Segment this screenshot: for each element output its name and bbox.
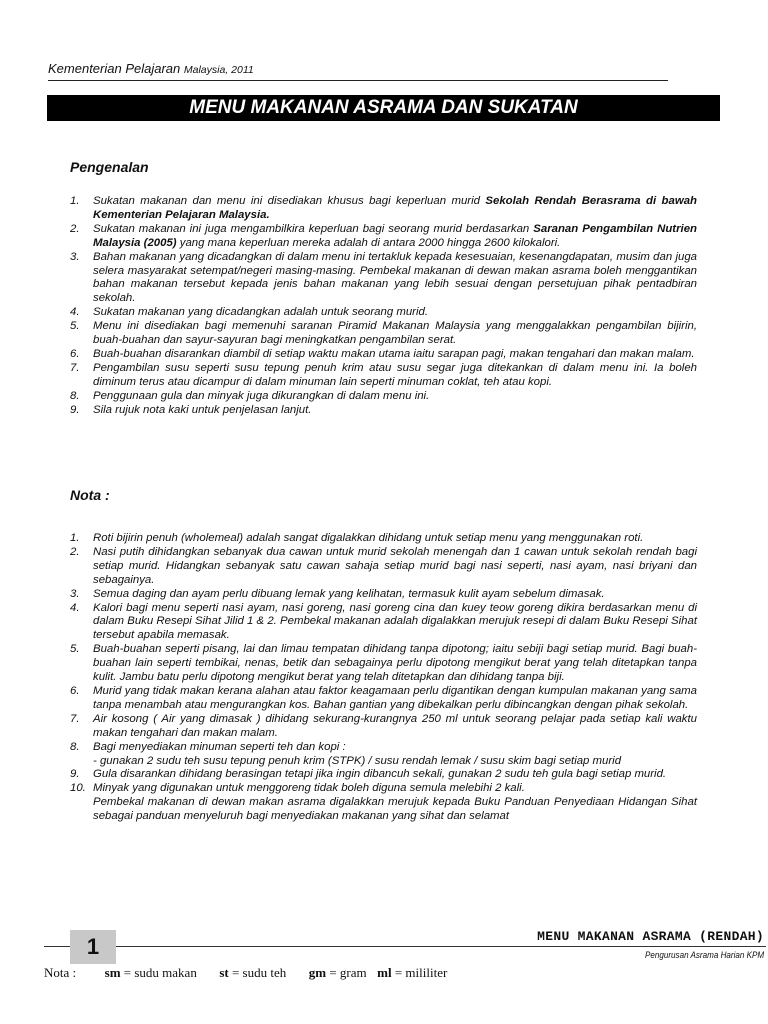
item-number: 8. — [70, 389, 80, 402]
item-number: 2. — [70, 222, 80, 235]
document-header — [48, 61, 254, 76]
item-text: Murid yang tidak makan kerana alahan atau faktor keagamaan perlu digantikan dengan kumpulan makanan yang sama tanpa menambah atau mengurangkan kos. Bahan gantian yang dibekalkan perlu dibincangkan dengan pihak sekolah. — [93, 684, 697, 711]
item-number: 9. — [70, 768, 80, 781]
intro-item — [70, 362, 697, 390]
item-number: 1. — [70, 195, 80, 207]
nota-item — [70, 713, 697, 741]
abbr-key: ml — [377, 965, 392, 980]
ministry-year: Malaysia, 2011 — [183, 64, 254, 76]
nota-item — [70, 782, 697, 796]
item-text: Menu ini disediakan bagi memenuhi saranan Piramid Makanan Malaysia yang menggalakkan pengambilan bijirin, buah-buahan dan sayur-sayuran bagi meningkatkan pengambilan serat. — [93, 320, 697, 347]
ministry-name: Kementerian Pelajaran — [48, 61, 181, 76]
item-number: 5. — [70, 320, 80, 333]
footer-divider — [44, 946, 766, 947]
page-number: 1 — [70, 930, 116, 964]
item-text: Pengambilan susu seperti susu tepung penuh krim atau susu segar juga ditekankan di dalam menu ini. Ia boleh diminum terus atau dicampur di dalam minuman lain seperti minuman coklat, teh atau kopi. — [93, 361, 697, 388]
item-number: 7. — [70, 361, 80, 374]
item-text: Air kosong ( Air yang dimasak ) dihidang sekurang-kurangnya 250 ml untuk seorang pelajar pada setiap kali waktu makan tengahari dan makan malam. — [93, 712, 697, 739]
item-number: 4. — [70, 601, 80, 614]
item-number: 4. — [70, 306, 80, 319]
item-number: 5. — [70, 643, 80, 656]
intro-item — [70, 390, 697, 404]
nota-item — [70, 796, 697, 824]
intro-item — [70, 306, 697, 320]
nota-item — [70, 532, 697, 546]
item-text: Pembekal makanan di dewan makan asrama digalakkan merujuk kepada Buku Panduan Penyediaan Hidangan Sihat sebagai panduan menyeluruh bagi menyediakan makanan yang sihat dan selamat — [93, 796, 697, 823]
item-emphasis: Saranan Pengambilan Nutrien Malaysia (2005) — [93, 222, 697, 249]
item-text: Roti bijirin penuh (wholemeal) adalah sangat digalakkan dihidang untuk setiap menu yang menggunakan roti. — [93, 532, 644, 544]
item-text: - gunakan 2 sudu teh susu tepung penuh krim (STPK) / susu rendah lemak / susu skim bagi setiap murid — [93, 754, 622, 767]
item-text: Bagi menyediakan minuman seperti teh dan kopi : — [93, 740, 346, 753]
item-number: 8. — [70, 740, 80, 753]
item-text: Penggunaan gula dan minyak juga dikurangkan di dalam menu ini. — [93, 389, 430, 402]
nota-item — [70, 741, 697, 755]
abbreviation-label: Nota : — [44, 965, 77, 980]
item-number: 6. — [70, 684, 80, 697]
abbr-key: gm — [308, 965, 327, 980]
section-heading-pengenalan: Pengenalan — [70, 159, 149, 175]
footer-title: MENU MAKANAN ASRAMA (RENDAH) — [537, 929, 764, 944]
item-text-cont: yang mana keperluan mereka adalah di antara 2000 hingga 2600 kilokalori. — [176, 236, 561, 249]
section-heading-nota: Nota : — [70, 487, 110, 503]
nota-list — [70, 532, 697, 824]
item-text: Kalori bagi menu seperti nasi ayam, nasi goreng, nasi goreng cina dan kuey teow goreng dikira berdasarkan menu di dalam Buku Resepi Sihat Jilid 1 & 2. Pembekal makanan adalah digalakkan merujuk resepi di dalam Buku Resepi Sihat tersebut apabila memasak. — [93, 601, 697, 642]
item-number: 10. — [70, 782, 86, 795]
intro-item — [70, 404, 697, 418]
item-text: Sukatan makanan ini juga mengambilkira keperluan bagi seorang murid berdasarkan — [93, 222, 534, 235]
abbr-value: = gram — [326, 965, 367, 980]
item-text: Sukatan makanan dan menu ini disediakan khusus bagi keperluan murid — [93, 195, 486, 207]
intro-item — [70, 251, 697, 307]
item-number: 9. — [70, 403, 80, 416]
nota-item — [70, 643, 697, 685]
item-text: Minyak yang digunakan untuk menggoreng tidak boleh diguna semula melebihi 2 kali. — [93, 782, 525, 795]
item-text: Buah-buahan seperti pisang, lai dan limau tempatan dihidang tanpa dipotong; iaitu sebiji bagi setiap murid. Bagi buah-buahan lain seperti tembikai, nenas, betik dan sebagainya perlu dipotong mengikut berat yang telah ditetapkan tanpa kulit. Jambu batu perlu dipotong mengikut berat yang telah ditetapkan dan dihidang tanpa biji. — [93, 643, 697, 684]
item-text: Bahan makanan yang dicadangkan di dalam menu ini tertakluk kepada kesesuaian, kesenangdapatan, musim dan juga selera masyarakat setempat/negeri masing-masing. Pembekal makanan di dewan makan asrama boleh menggantikan bahan makanan tersebut kepada jenis bahan makanan yang lebih sesuai dengan persetujuan pihak pentadbiran sekolah. — [93, 250, 697, 305]
nota-item — [70, 588, 697, 602]
abbr-value: = sudu makan — [120, 965, 197, 980]
item-text: Nasi putih dihidangkan sebanyak dua cawan untuk murid sekolah menengah dan 1 cawan untuk sekolah rendah bagi setiap murid. Hidangkan sebanyak satu cawan sahaja setiap murid bagi nasi seperti, nasi ayam, nasi briyani dan sebagainya. — [93, 545, 697, 586]
item-number: 6. — [70, 347, 80, 360]
item-text: Gula disarankan dihidang berasingan tetapi jika ingin dibancuh sekali, gunakan 2 sudu teh gula bagi setiap murid. — [93, 768, 667, 781]
intro-list — [70, 195, 697, 418]
intro-item — [70, 348, 697, 362]
intro-item — [70, 195, 697, 223]
item-number: 3. — [70, 587, 80, 600]
abbr-key: sm — [104, 965, 121, 980]
abbreviation-note — [44, 965, 447, 981]
intro-item — [70, 223, 697, 251]
footer-subtitle: Pengurusan Asrama Harian KPM — [644, 950, 764, 961]
item-text: Buah-buahan disarankan diambil di setiap waktu makan utama iaitu sarapan pagi, makan tengahari dan makan malam. — [93, 347, 695, 360]
nota-item — [70, 546, 697, 588]
nota-item — [70, 768, 697, 782]
item-number: 1. — [70, 532, 80, 544]
nota-item — [70, 685, 697, 713]
intro-item — [70, 320, 697, 348]
item-number: 2. — [70, 545, 80, 558]
item-emphasis: Sekolah Rendah Berasrama di bawah Kementerian Pelajaran Malaysia. — [93, 195, 697, 221]
item-text: Sila rujuk nota kaki untuk penjelasan lanjut. — [93, 403, 312, 416]
item-number: 3. — [70, 250, 80, 263]
abbr-key: st — [219, 965, 229, 980]
nota-item — [70, 755, 697, 769]
nota-item — [70, 602, 697, 644]
item-text: Semua daging dan ayam perlu dibuang lemak yang kelihatan, termasuk kulit ayam sebelum dimasak. — [93, 587, 605, 600]
item-number: 7. — [70, 712, 80, 725]
abbr-value: = mililiter — [391, 965, 448, 980]
header-divider — [48, 80, 668, 81]
document-title: MENU MAKANAN ASRAMA DAN SUKATAN — [47, 95, 720, 121]
abbr-value: = sudu teh — [228, 965, 287, 980]
item-text: Sukatan makanan yang dicadangkan adalah untuk seorang murid. — [93, 306, 428, 319]
